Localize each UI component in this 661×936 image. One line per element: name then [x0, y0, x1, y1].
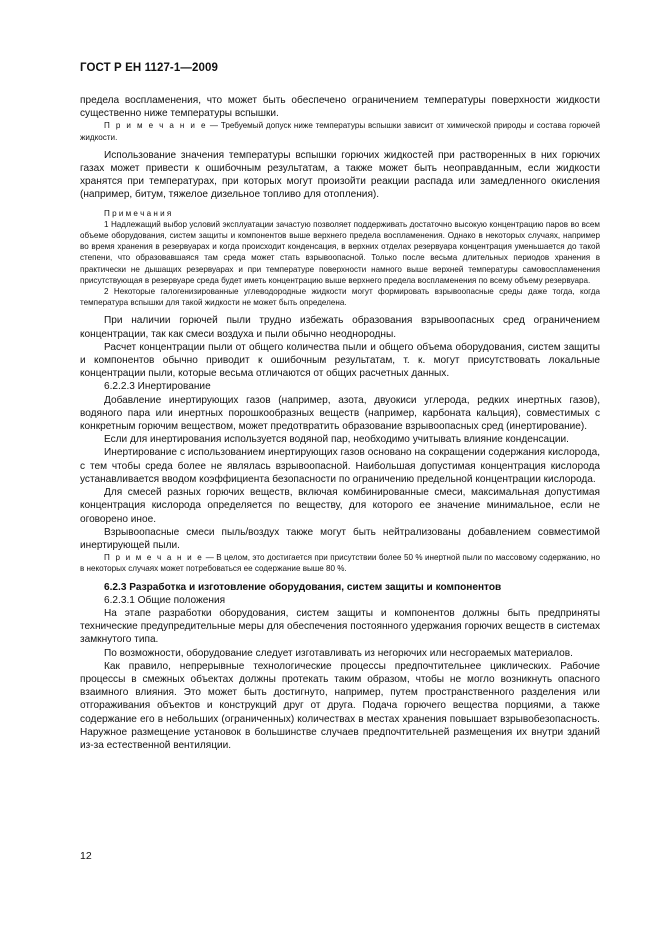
note [80, 552, 600, 574]
document-header: ГОСТ Р ЕН 1127-1—2009 [80, 62, 218, 74]
page-number: 12 [80, 850, 92, 862]
paragraph: Если для инертирования используется водяной пар, необходимо учитывать влияние конденсации. [104, 434, 569, 446]
paragraph: Для смесей разных горючих веществ, включая комбинированные смеси, максимальная допустимая концентрация кислорода определяется по веществу, для которого ее значение минимальное, если не оговорено иное. [80, 487, 600, 525]
paragraph: Добавление инертирующих газов (например, азота, двуокиси углерода, редких инертных газов), водяного пара или инертных порошкообразных веществ (например, карбоната кальция), совместимых с конкретным горючим веществом, может предотвратить образование взрывоопасных сред (инертирование). [80, 394, 600, 433]
section-heading: 6.2.2.3 Инертирование [104, 381, 211, 393]
note: 2 Некоторые галогенизированные углеводородные жидкости могут формировать взрывоопасные среды даже тогда, когда температура вспышки для такой жидкости не может быть определена. [80, 287, 600, 308]
notes-heading: П р и м е ч а н и я [104, 208, 172, 218]
note-text: — В целом, это достигается при присутствии более 50 % инертной пыли по массовому содержанию, но в некоторых случаях может потребоваться ее содержание выше 80 %. [80, 553, 600, 574]
note-label: П р и м е ч а н и е [104, 553, 204, 563]
note-text: — Требуемый допуск ниже температуры вспышки зависит от химической природы и состава горючей жидкости. [80, 121, 600, 142]
section-heading: 6.2.3 Разработка и изготовление оборудования, систем защиты и компонентов [104, 581, 502, 593]
subsection-heading: 6.2.3.1 Общие положения [104, 594, 226, 606]
document-page [80, 62, 600, 752]
note: 1 Надлежащий выбор условий эксплуатации зачастую позволяет поддерживать достаточно высокую концентрацию паров во всем объеме оборудования, систем защиты и компонентов выше верхнего предела воспламенения. Однако в некоторых случаях, например во время хранения в резервуарах и когда происходит конденсация, в верхних отделах резервуара концентрация уменьшается до такой степени, что образовавшаяся там среда может стать взрывоопасной. Только после весьма длительных периодов хранения в практически не дышащих резервуарах и при температуре поверхности намного выше верхней температуры самовоспламенения присутствующая в резервуаре среда будет иметь концентрацию выше верхнего предела воспламенения по всему объему резервуара. [80, 219, 600, 285]
note [80, 120, 600, 142]
paragraph: предела воспламенения, что может быть обеспечено ограничением температуры поверхности жидкости существенно ниже температуры вспышки. [80, 95, 600, 120]
paragraph: При наличии горючей пыли трудно избежать образования взрывоопасных сред ограничением концентрации, так как смеси воздуха и пыли обычно неоднородны. [80, 315, 600, 340]
paragraph: Взрывоопасные смеси пыль/воздух также могут быть нейтрализованы добавлением совместимой инертирующей пыли. [80, 526, 600, 551]
paragraph: Использование значения температуры вспышки горючих жидкостей при растворенных в них горючих газах может привести к ошибочным результатам, а также может быть неоправданным, если жидкости хранятся при температурах, при которых могут произойти реакции распада или замедленного окисления (например, битум, тяжелое дизельное топливо для отопления). [80, 149, 600, 201]
paragraph: По возможности, оборудование следует изготавливать из негорючих или несгораемых материалов. [104, 647, 573, 659]
note-label: П р и м е ч а н и е [104, 121, 208, 131]
paragraph: Инертирование с использованием инертирующих газов основано на сокращении содержания кислорода, с тем чтобы среда более не являлась взрывоопасной. Наибольшая допустимая концентрация кислорода устанавливается вводом коэффициента безопасности по ограничению предельной концентрации кислорода. [80, 447, 600, 485]
paragraph: На этапе разработки оборудования, систем защиты и компонентов должны быть предприняты технические предупредительные меры для обеспечения постоянного удержания горючих веществ в системах замкнутого типа. [80, 607, 600, 646]
paragraph: Расчет концентрации пыли от общего количества пыли и общего объема оборудования, систем защиты и компонентов обычно приводит к ошибочным результатам, т. к. могут присутствовать локальные концентрации пыли, которые весьма отличаются от общих расчетных данных. [80, 341, 600, 380]
paragraph: Как правило, непрерывные технологические процессы предпочтительнее циклических. Рабочие процессы в смежных объектах должны протекать таким образом, чтобы не могло возникнуть опасного взаимного влияния. Это может быть достигнуто, например, путем пространственного разделения или отгораживания объектов и конструкций друг от друга. Подача горючего вещества порциями, а также содержание его в небольших (ограниченных) количествах в местах хранения повышает взрывобезопасность. Наружное размещение установок в большинстве случаев предпочтительней размещения их внутри зданий из-за естественной вентиляции. [80, 660, 600, 751]
